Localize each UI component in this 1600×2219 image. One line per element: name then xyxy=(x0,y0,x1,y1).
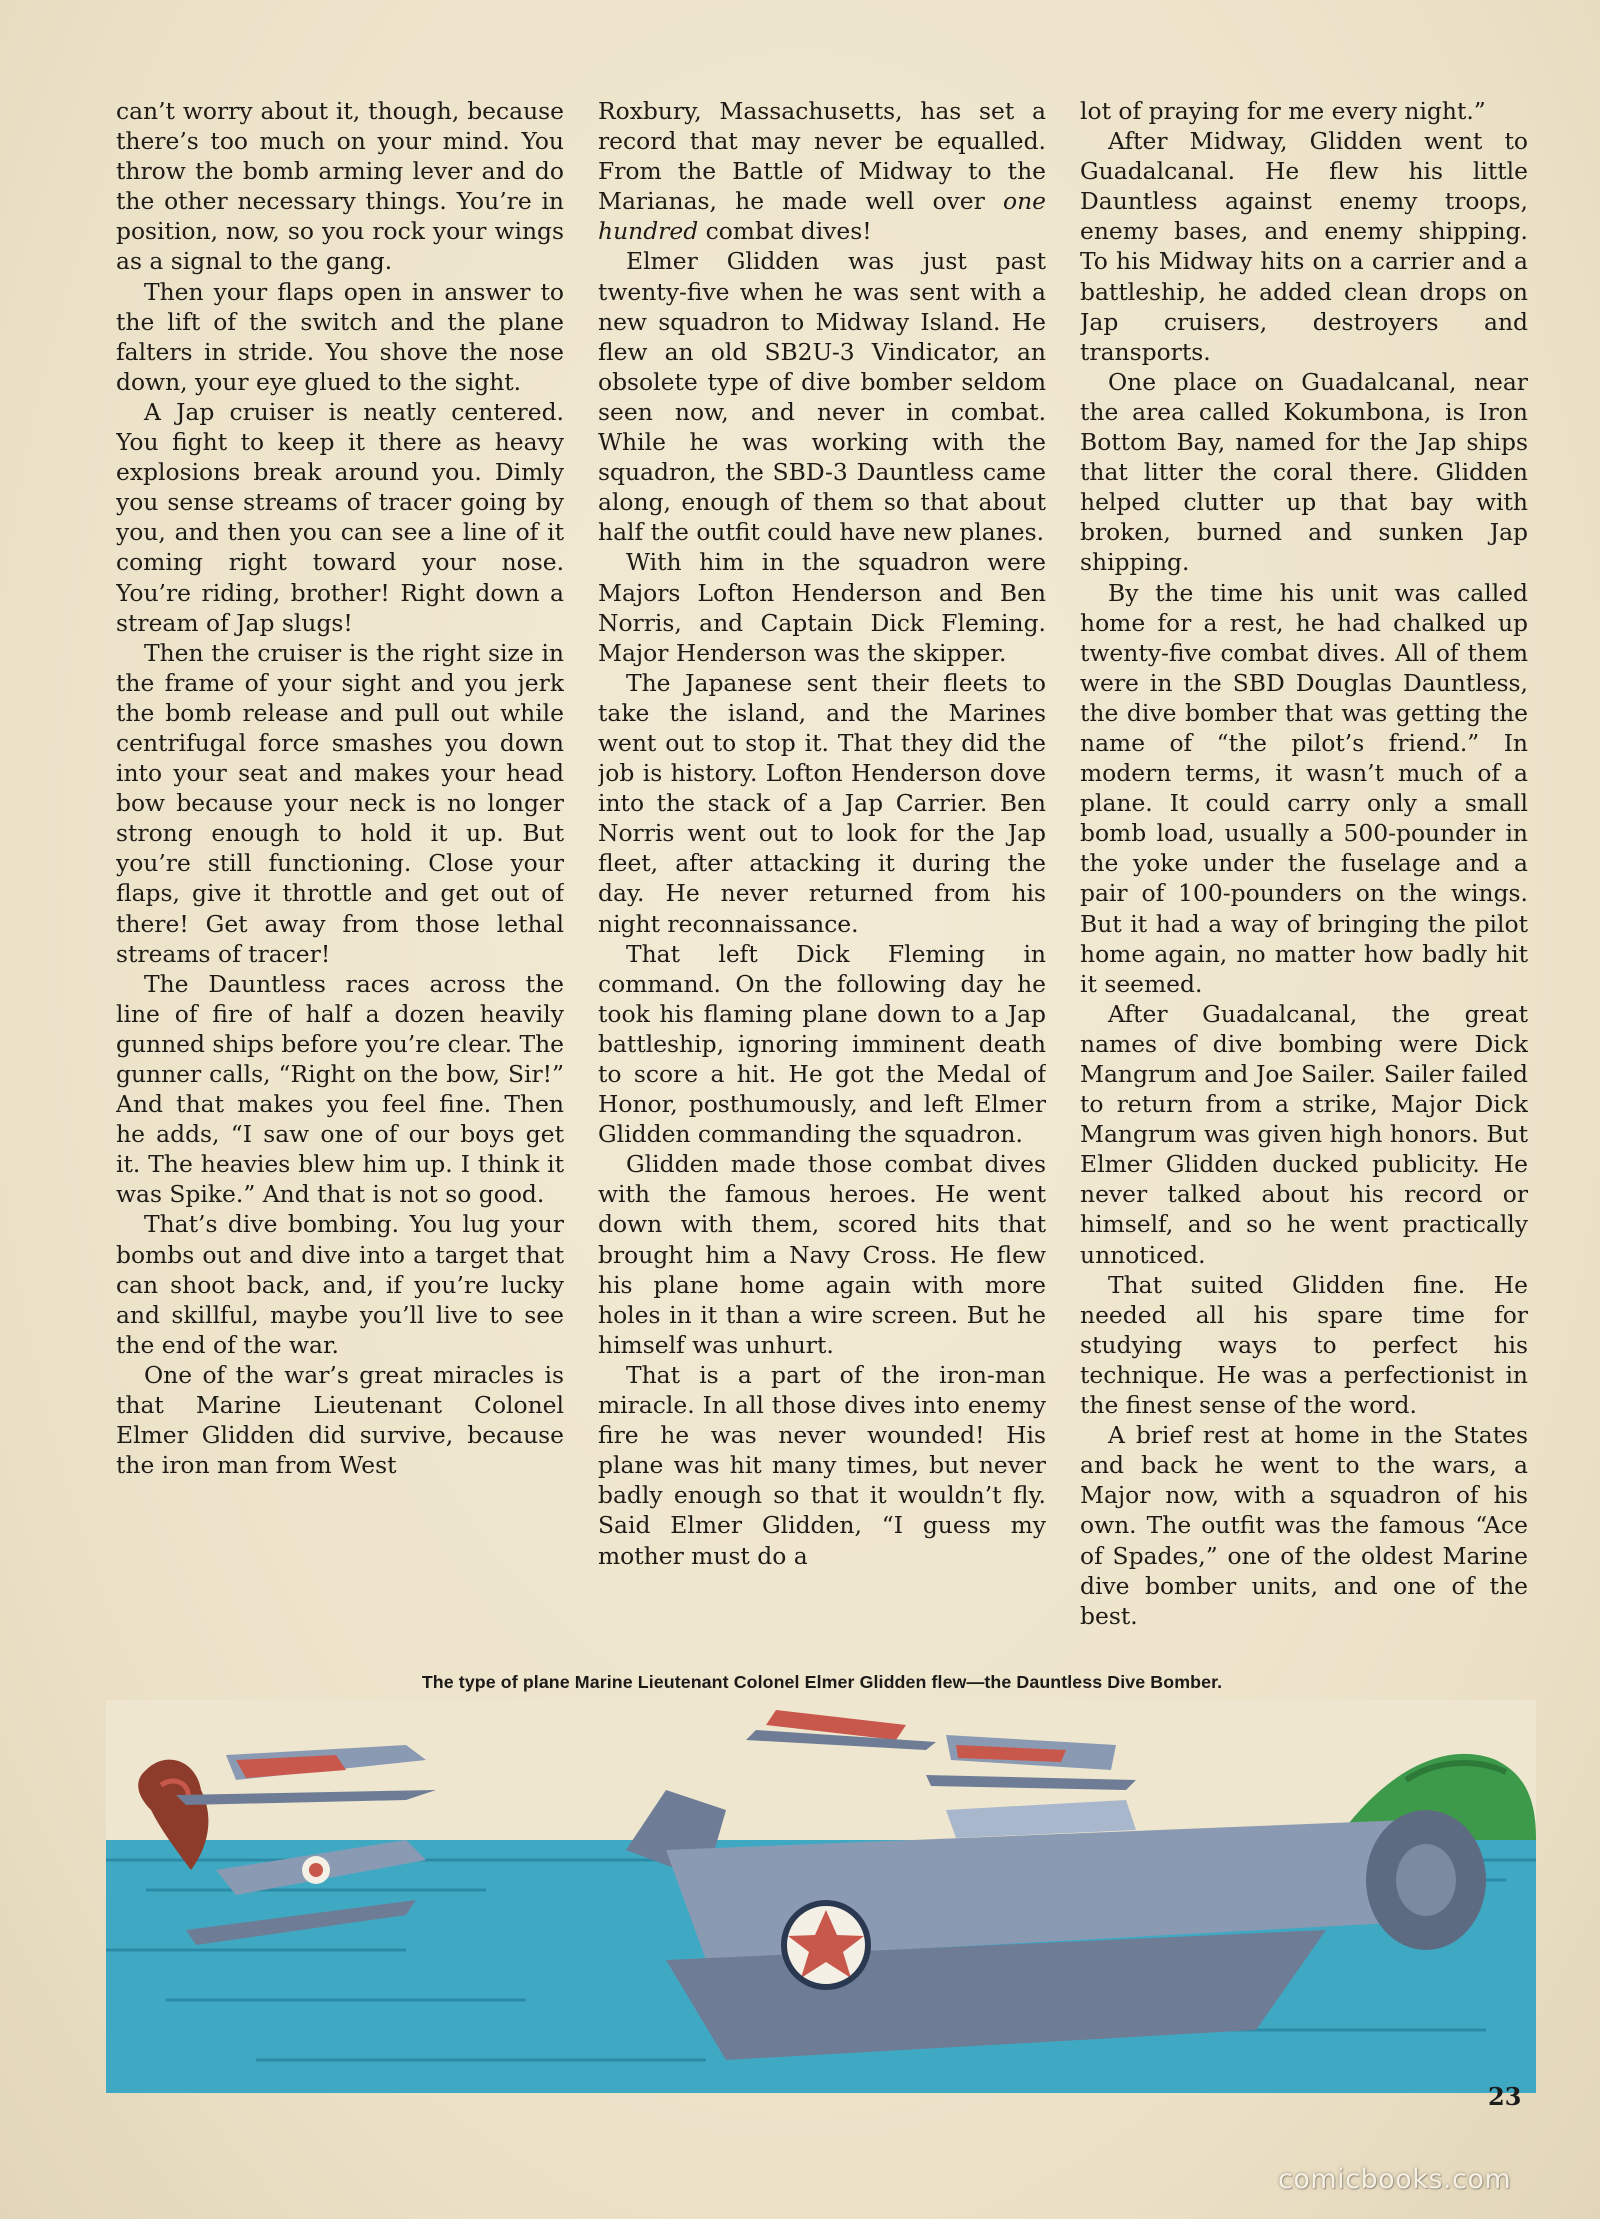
paragraph: Glidden made those combat dives with the famous heroes. He went down with them, scored hits that brought him a Navy Cross. He flew his plane home again with more holes in it than a wire screen. But he himself was unhurt. xyxy=(598,1150,1046,1359)
paragraph: can’t worry about it, though, because there’s too much on your mind. You throw the bomb arming lever and do the other necessary things. You’re in position, now, so you rock your wings as a signal to the gang. xyxy=(116,97,564,276)
emphasis-text: one hundred xyxy=(598,187,1046,246)
article-column-2 xyxy=(598,96,1046,1666)
paragraph: With him in the squadron were Majors Lofton Henderson and Ben Norris, and Captain Dick Fleming. Major Henderson was the skipper. xyxy=(598,548,1046,667)
paragraph: After Midway, Glidden went to Guadalcanal. He flew his little Dauntless against enemy troops, enemy bases, and enemy shipping. To his Midway hits on a carrier and a battleship, he added clean drops on Jap cruisers, destroyers and transports. xyxy=(1080,127,1528,366)
paragraph: Then the cruiser is the right size in the frame of your sight and you jerk the bomb release and pull out while centrifugal force smashes you down into your seat and makes your head bow because your neck is no longer strong enough to hold it up. But you’re still functioning. Close your flaps, give it throttle and get out of there! Get away from those lethal streams of tracer! xyxy=(116,638,564,968)
paragraph: The Dauntless races across the line of fire of half a dozen heavily gunned ships before you’re clear. The gunner calls, “Right on the bow, Sir!” And that makes you feel fine. Then he adds, “I saw one of our boys get it. The heavies blew him up. I think it was Spike.” And that is not so good. xyxy=(116,969,564,1209)
paragraph: Then your flaps open in answer to the lift of the switch and the plane falters in stride. You shove the nose down, your eye glued to the sight. xyxy=(116,277,564,396)
paragraph: Elmer Glidden was just past twenty-five when he was sent with a new squadron to Midway Island. He flew an old SB2U-3 Vindicator, an obsolete type of dive bomber seldom seen now, and never in combat. While he was working with the squadron, the SBD-3 Dauntless came along, enough of them so that about half the outfit could have new planes. xyxy=(598,247,1046,547)
paragraph-text: Roxbury, Massachusetts, has set a record that may never be equalled. From the Battle of Midway to the Marianas, he made well over xyxy=(598,97,1046,216)
paragraph: lot of praying for me every night.” xyxy=(1080,97,1486,125)
paragraph: By the time his unit was called home for a rest, he had chalked up twenty-five combat dives. All of them were in the SBD Douglas Dauntless, the dive bomber that was getting the name of “the pilot’s friend.” In modern terms, it wasn’t much of a plane. It could carry only a small bomb load, usually a 500-pounder in the yoke under the fuselage and a pair of 100-pounders on the wings. But it had a way of bringing the pilot home again, no matter how badly hit it seemed. xyxy=(1080,578,1528,998)
paragraph xyxy=(598,96,1046,246)
article-column-1 xyxy=(116,96,564,1666)
paragraph: That is a part of the iron-man miracle. In all those dives into enemy fire he was never wounded! His plane was hit many times, but never badly enough so that it wouldn’t fly. Said Elmer Glidden, “I guess my mother must do a xyxy=(598,1360,1046,1570)
paragraph: That left Dick Fleming in command. On the following day he took his flaming plane down to a Jap battleship, ignoring imminent death to score a hit. He got the Medal of Honor, posthumously, and left Elmer Glidden commanding the squadron. xyxy=(598,939,1046,1149)
article-column-3 xyxy=(1080,96,1528,1666)
paragraph: A brief rest at home in the States and back he went to the wars, a Major now, with a squadron of his own. The outfit was the famous “Ace of Spades,” one of the oldest Marine dive bomber units, and one of the best. xyxy=(1080,1421,1528,1630)
paragraph: After Guadalcanal, the great names of dive bombing were Dick Mangrum and Joe Sailer. Sailer failed to return from a strike, Major Dick Mangrum was given high honors. But Elmer Glidden ducked publicity. He never talked about his record or himself, and so he went practically unnoticed. xyxy=(1080,999,1528,1269)
illustration-caption: The type of plane Marine Lieutenant Colonel Elmer Glidden flew—the Dauntless Dive Bomber. xyxy=(421,1672,1223,1692)
paragraph: The Japanese sent their fleets to take the island, and the Marines went out to stop it. That they did the job is history. Lofton Henderson dove into the stack of a Jap Carrier. Ben Norris went out to look for the Jap fleet, after attacking it during the day. He never returned from his night reconnaissance. xyxy=(598,668,1046,938)
paragraph: That’s dive bombing. You lug your bombs out and dive into a target that can shoot back, and, if you’re lucky and skillful, maybe you’ll live to see the end of the war. xyxy=(116,1210,564,1359)
watermark: comicbooks.com xyxy=(1278,2164,1512,2195)
paragraph: One place on Guadalcanal, near the area called Kokumbona, is Iron Bottom Bay, named for the Jap ships that litter the coral there. Glidden helped clutter up that bay with broken, burned and sunken Jap shipping. xyxy=(1080,367,1528,577)
dive-bomber-illustration xyxy=(106,1700,1536,2093)
paragraph-text: combat dives! xyxy=(698,217,872,246)
paragraph: That suited Glidden fine. He needed all his spare time for studying ways to perfect his technique. He was a perfectionist in the finest sense of the word. xyxy=(1080,1270,1528,1420)
paragraph: One of the war’s great miracles is that Marine Lieutenant Colonel Elmer Glidden did survive, because the iron man from West xyxy=(116,1360,564,1480)
article-columns xyxy=(116,96,1528,1666)
paragraph: A Jap cruiser is neatly centered. You fight to keep it there as heavy explosions break around you. Dimly you sense streams of tracer going by you, and then you can see a line of it coming right toward your nose. You’re riding, brother! Right down a stream of Jap slugs! xyxy=(116,397,564,637)
page-number: 23 xyxy=(1488,2082,1522,2111)
